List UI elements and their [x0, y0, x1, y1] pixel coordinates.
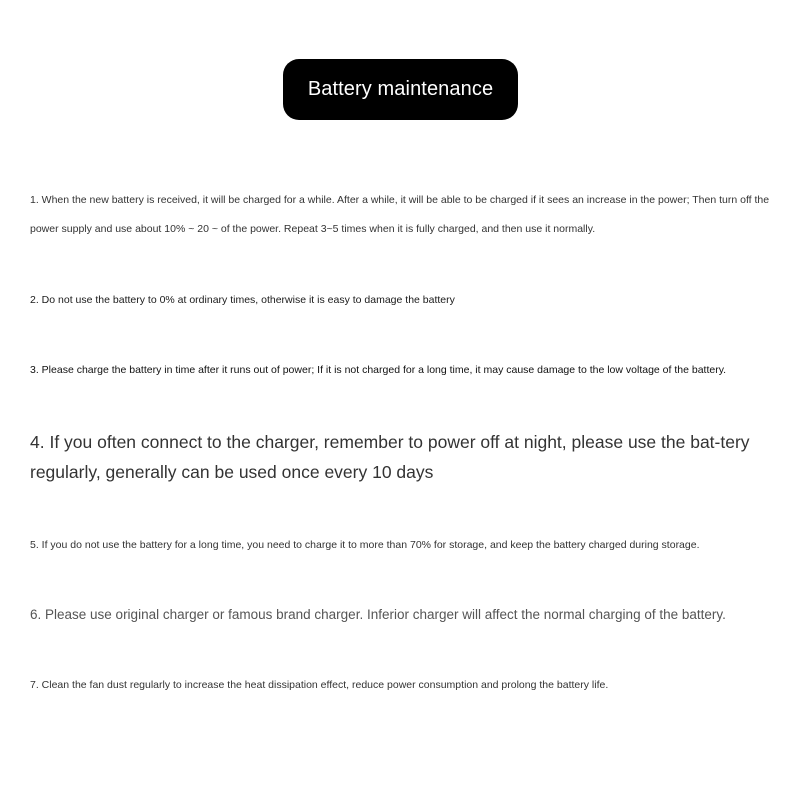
maintenance-tip-6: 6. Please use original charger or famous brand charger. Inferior charger will affect the normal charging of the battery. [30, 607, 726, 622]
title-badge [283, 59, 518, 120]
maintenance-tip-5: 5. If you do not use the battery for a long time, you need to charge it to more than 70% for storage, and keep the battery charged during storage. [30, 539, 700, 551]
maintenance-tip-7: 7. Clean the fan dust regularly to increase the heat dissipation effect, reduce power consumption and prolong the battery life. [30, 679, 609, 691]
maintenance-tip-2: 2. Do not use the battery to 0% at ordinary times, otherwise it is easy to damage the battery [30, 294, 455, 306]
maintenance-tip-1: 1. When the new battery is received, it will be charged for a while. After a while, it will be able to be charged if it sees an increase in the power; Then turn off the power supply and use about 10% ~ 20 ~ of the power. Repeat 3~5 times when it is fully charged, and then use it normally. [30, 194, 770, 235]
maintenance-tip-4: 4. If you often connect to the charger, remember to power off at night, please use the bat-tery regularly, generally can be used once every 10 days [30, 432, 750, 482]
page-title: Battery maintenance [307, 78, 494, 100]
maintenance-tip-3: 3. Please charge the battery in time after it runs out of power; If it is not charged for a long time, it may cause damage to the low voltage of the battery. [30, 364, 727, 376]
